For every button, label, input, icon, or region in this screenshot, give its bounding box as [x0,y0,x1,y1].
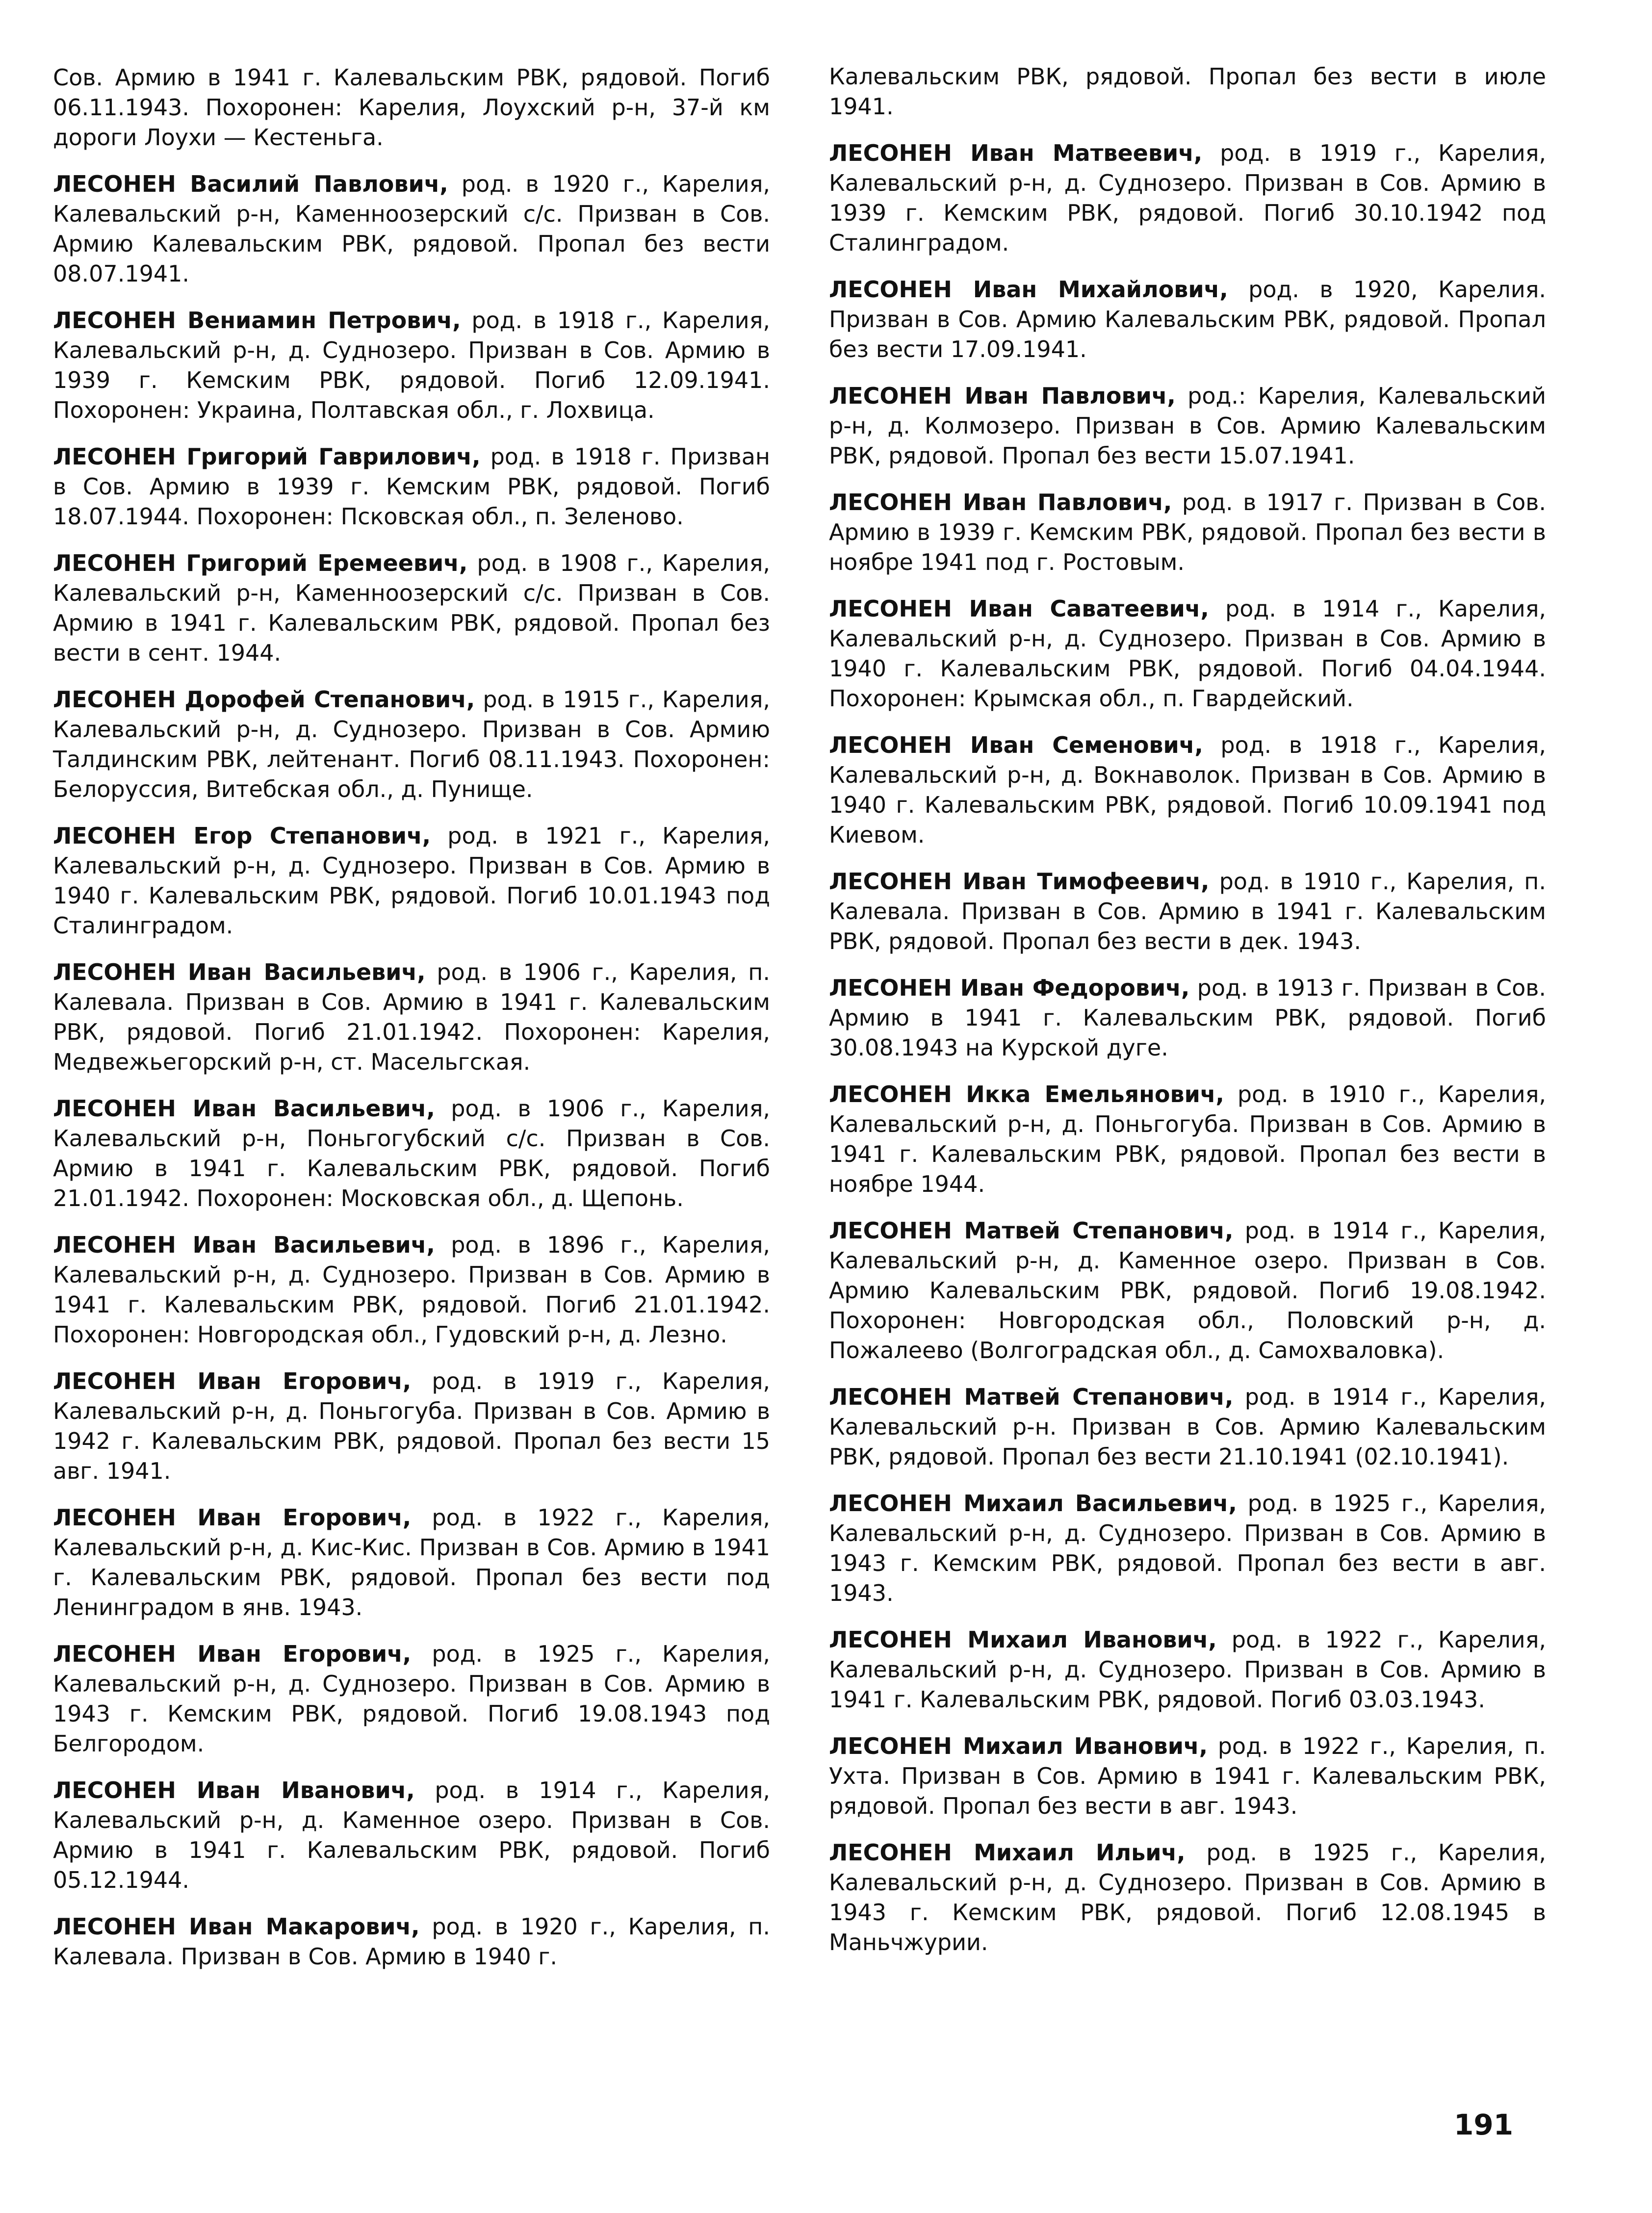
entry-text: род. в 1919 г., Карелия, Калевальский р-н, д. Суднозеро. Призван в Сов. Армию в 1939 г. Кемским РВК, рядовой. Погиб 30.10.1942 под Сталинградом. [829,140,1547,256]
entry-text: род. в 1914 г., Карелия, Калевальский р-н, д. Каменное озеро. Призван в Сов. Армию в 1941 г. Калевальским РВК, рядовой. Погиб 05.12.1944. [53,1777,770,1893]
entry-name: ЛЕСОНЕН Иван Егорович, [53,1368,412,1394]
entry-text: род. в 1914 г., Карелия, Калевальский р-н. Призван в Сов. Армию Калевальским РВК, рядовой. Пропал без вести 21.10.1941 (02.10.1941). [829,1384,1547,1470]
entry [829,1216,1546,1365]
entry-text: Калевальским РВК, рядовой. Пропал без вести в июле 1941. [829,63,1546,120]
entry-name: ЛЕСОНЕН Иван Семенович, [829,732,1203,758]
entry-name: ЛЕСОНЕН Михаил Ильич, [829,1839,1186,1866]
entry-text: род. в 1906 г., Карелия, п. Калевала. Призван в Сов. Армию в 1941 г. Калевальским РВК, рядовой. Погиб 21.01.1942. Похоронен: Карелия, Медвежьегорский р-н, ст. Масельгская. [53,959,770,1075]
entry-name: ЛЕСОНЕН Иван Егорович, [53,1641,412,1667]
entry-name: ЛЕСОНЕН Иван Макарович, [53,1913,420,1940]
entry-text: род. в 1910 г., Карелия, Калевальский р-н, д. Поньгогуба. Призван в Сов. Армию в 1941 г. Калевальским РВК, рядовой. Пропал без вести в ноябре 1944. [829,1081,1546,1197]
entry-text: род. в 1908 г., Карелия, Калевальский р-н, Каменноозерский с/с. Призван в Сов. Армию в 1941 г. Калевальским РВК, рядовой. Пропал без вести в сент. 1944. [53,550,770,666]
entry-text: род. в 1925 г., Карелия, Калевальский р-н, д. Суднозеро. Призван в Сов. Армию в 1943 г. Кемским РВК, рядовой. Погиб 19.08.1943 под Белгородом. [53,1641,770,1757]
entry-name: ЛЕСОНЕН Иван Васильевич, [53,959,426,985]
entry [53,821,770,941]
entry [53,685,770,804]
entry-name: ЛЕСОНЕН Егор Степанович, [53,823,431,849]
entry [53,1776,770,1895]
entry-text: род. в 1918 г. Призван в Сов. Армию в 1939 г. Кемским РВК, рядовой. Погиб 18.07.1944. Похоронен: Псковская обл., п. Зеленово. [53,443,770,530]
entry [53,306,770,425]
entry [829,138,1546,258]
entry-name: ЛЕСОНЕН Иван Васильевич, [53,1232,435,1258]
entry-text: род. в 1922 г., Карелия, Калевальский р-н, д. Суднозеро. Призван в Сов. Армию в 1941 г. Калевальским РВК, рядовой. Погиб 03.03.1943. [829,1626,1546,1713]
entry-text: род. в 1925 г., Карелия, Калевальский р-н, д. Суднозеро. Призван в Сов. Армию в 1943 г. Кемским РВК, рядовой. Погиб 12.08.1945 в Маньчжурии. [829,1839,1546,1956]
entry [53,1503,770,1622]
entry [829,275,1546,364]
entry-text: род.: Карелия, Калевальский р-н, д. Колмозеро. Призван в Сов. Армию Калевальским РВК, рядовой. Пропал без вести 15.07.1941. [829,383,1546,469]
entry-text: род. в 1925 г., Карелия, Калевальский р-н, д. Суднозеро. Призван в Сов. Армию в 1943 г. Кемским РВК, рядовой. Пропал без вести в авг. 1943. [829,1490,1547,1606]
entry-name: ЛЕСОНЕН Иван Саватеевич, [829,595,1209,622]
entry [53,548,770,668]
entry-name: ЛЕСОНЕН Михаил Васильевич, [829,1490,1237,1517]
entry-text: род. в 1922 г., Карелия, п. Ухта. Призван в Сов. Армию в 1941 г. Калевальским РВК, рядовой. Пропал без вести в авг. 1943. [829,1733,1546,1819]
entry [829,488,1546,577]
entry-text: род. в 1920 г., Карелия, Калевальский р-н, Каменноозерский с/с. Призван в Сов. Армию Калевальским РВК, рядовой. Пропал без вести 08.07.1941. [53,171,770,287]
entry [829,867,1546,956]
entry [829,1382,1546,1472]
entry [53,442,770,532]
entry-name: ЛЕСОНЕН Иван Тимофеевич, [829,868,1210,895]
entry-name: ЛЕСОНЕН Иван Михайлович, [829,276,1228,303]
entry-text: род. в 1906 г., Карелия, Калевальский р-н, Поньгогубский с/с. Призван в Сов. Армию в 1941 г. Калевальским РВК, рядовой. Погиб 21.01.1942. Похоронен: Московская обл., д. Щепонь. [53,1095,770,1211]
entry-text: род. в 1913 г. Призван в Сов. Армию в 1941 г. Калевальским РВК, рядовой. Погиб 30.08.1943 на Курской дуге. [829,975,1546,1061]
entry [53,1366,770,1486]
entry-name: ЛЕСОНЕН Иван Павлович, [829,383,1176,409]
entry-text: род. в 1896 г., Карелия, Калевальский р-н, д. Суднозеро. Призван в Сов. Армию в 1941 г. Калевальским РВК, рядовой. Погиб 21.01.1942. Похоронен: Новгородская обл., Гудовский р-н, д. Лезно. [53,1232,770,1348]
entry-name: ЛЕСОНЕН Михаил Иванович, [829,1733,1208,1759]
entry-text: род. в 1922 г., Карелия, Калевальский р-н, д. Кис-Кис. Призван в Сов. Армию в 1941 г. Калевальским РВК, рядовой. Пропал без вести под Ленинградом в янв. 1943. [53,1504,770,1621]
entry-text: род. в 1918 г., Карелия, Калевальский р-н, д. Вокнаволок. Призван в Сов. Армию в 1940 г. Калевальским РВК, рядовой. Погиб 10.09.1941 под Киевом. [829,732,1547,848]
entry-text: род. в 1910 г., Карелия, п. Калевала. Призван в Сов. Армию в 1941 г. Калевальским РВК, рядовой. Пропал без вести в дек. 1943. [829,868,1546,954]
entry [53,1912,770,1972]
entry [53,1230,770,1350]
right-column [829,62,1546,1974]
entry-name: ЛЕСОНЕН Григорий Гаврилович, [53,443,481,470]
entry-text: Сов. Армию в 1941 г. Калевальским РВК, рядовой. Погиб 06.11.1943. Похоронен: Карелия, Лоухский р-н, 37-й км дороги Лоухи — Кестеньга. [53,64,770,151]
entry-text: род. в 1920, Карелия. Призван в Сов. Армию Калевальским РВК, рядовой. Пропал без вести 17.09.1941. [829,276,1547,362]
entry-name: ЛЕСОНЕН Матвей Степанович, [829,1384,1234,1410]
continued-entry [53,63,770,153]
entry [829,1731,1546,1821]
left-column [53,63,770,1988]
entry [53,169,770,289]
entry [53,1639,770,1759]
page-number: 191 [1454,2108,1514,2141]
entry [53,957,770,1077]
entry-name: ЛЕСОНЕН Михаил Иванович, [829,1626,1217,1653]
entry [829,1625,1546,1715]
entry-text: род. в 1914 г., Карелия, Калевальский р-н, д. Каменное озеро. Призван в Сов. Армию Калевальским РВК, рядовой. Погиб 19.08.1942. Похоронен: Новгородская обл., Половский р-н, д. Пожалеево (Волгоградская обл., д. Самохваловка). [829,1217,1547,1364]
entry-text: род. в 1920 г., Карелия, п. Калевала. Призван в Сов. Армию в 1940 г. [53,1913,771,1970]
entry-name: ЛЕСОНЕН Иван Егорович, [53,1504,412,1531]
entry-text: род. в 1921 г., Карелия, Калевальский р-н, д. Суднозеро. Призван в Сов. Армию в 1940 г. Калевальским РВК, рядовой. Погиб 10.01.1943 под Сталинградом. [53,823,771,939]
entry [829,1489,1546,1608]
entry-name: ЛЕСОНЕН Матвей Степанович, [829,1217,1234,1244]
entry-name: ЛЕСОНЕН Григорий Еремеевич, [53,550,468,576]
entry [829,730,1546,850]
entry [829,1838,1546,1957]
entry-text: род. в 1915 г., Карелия, Калевальский р-н, д. Суднозеро. Призван в Сов. Армию Талдинским РВК, лейтенант. Погиб 08.11.1943. Похоронен: Белоруссия, Витебская обл., д. Пунище. [53,686,770,802]
entry [829,594,1546,714]
continued-entry [829,62,1546,122]
entry [829,381,1546,471]
entry-text: род. в 1919 г., Карелия, Калевальский р-н, д. Поньгогуба. Призван в Сов. Армию в 1942 г. Калевальским РВК, рядовой. Пропал без вести 15 авг. 1941. [53,1368,770,1484]
entry-name: ЛЕСОНЕН Иван Павлович, [829,489,1172,515]
entry-name: ЛЕСОНЕН Вениамин Петрович, [53,307,461,334]
entry-name: ЛЕСОНЕН Дорофей Степанович, [53,686,475,713]
entry-name: ЛЕСОНЕН Василий Павлович, [53,171,448,197]
entry-text: род. в 1917 г. Призван в Сов. Армию в 1939 г. Кемским РВК, рядовой. Пропал без вести в ноябре 1941 под г. Ростовым. [829,489,1546,575]
entry-name: ЛЕСОНЕН Иван Васильевич, [53,1095,435,1122]
entry-text: род. в 1918 г., Карелия, Калевальский р-н, д. Суднозеро. Призван в Сов. Армию в 1939 г. Кемским РВК, рядовой. Погиб 12.09.1941. Похоронен: Украина, Полтавская обл., г. Лохвица. [53,307,770,423]
entry-name: ЛЕСОНЕН Икка Емельянович, [829,1081,1224,1107]
entry-name: ЛЕСОНЕН Иван Федорович, [829,975,1190,1001]
entry-text: род. в 1914 г., Карелия, Калевальский р-н, д. Суднозеро. Призван в Сов. Армию в 1940 г. Калевальским РВК, рядовой. Погиб 04.04.1944. Похоронен: Крымская обл., п. Гвардейский. [829,595,1547,712]
entry [829,1080,1546,1199]
entry-name: ЛЕСОНЕН Иван Матвеевич, [829,140,1203,166]
entry [829,973,1546,1063]
entry [53,1094,770,1213]
entry-name: ЛЕСОНЕН Иван Иванович, [53,1777,415,1803]
